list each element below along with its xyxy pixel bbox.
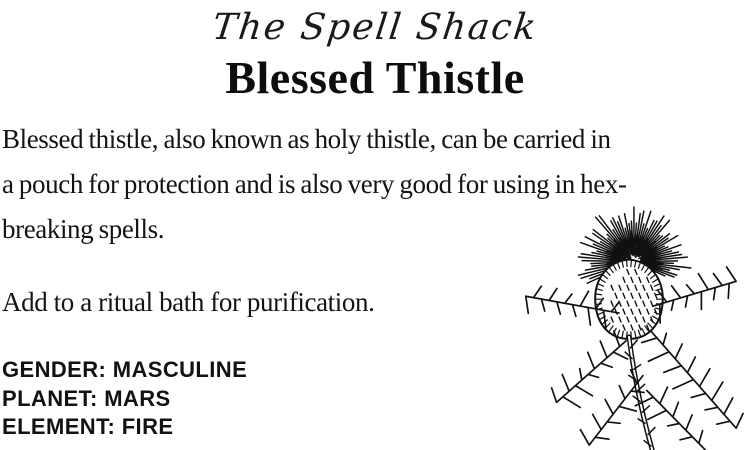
property-element: ELEMENT: FIRE [2, 414, 174, 439]
thistle-illustration [502, 202, 750, 450]
property-gender: GENDER: MASCULINE [2, 357, 248, 382]
description-line-3: breaking spells. [2, 214, 165, 244]
brand-logo-text: The Spell Shack [210, 7, 540, 48]
properties-list [2, 356, 247, 442]
page-title: Blessed Thistle [225, 52, 525, 103]
description-line-1: Blessed thistle, also known as holy thistle, can be carried in [2, 124, 611, 154]
usage-line: Add to a ritual bath for purification. [2, 287, 375, 317]
property-planet: PLANET: MARS [2, 385, 171, 411]
description-line-2: a pouch for protection and is also very good for using in hex- [2, 169, 627, 199]
